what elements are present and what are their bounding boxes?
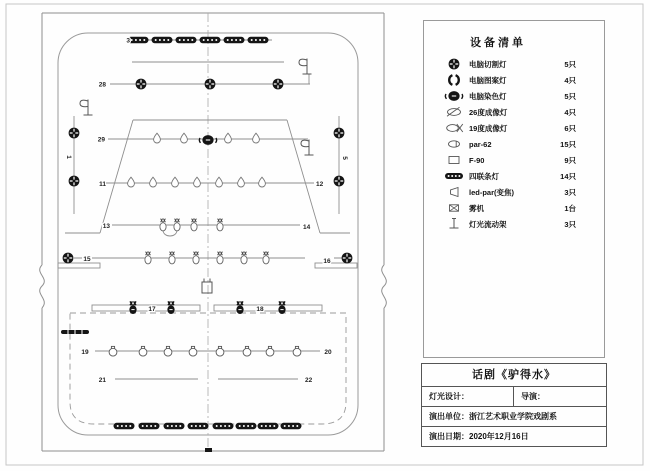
equipment-qty: 14只 — [560, 171, 576, 181]
equipment-row — [424, 184, 604, 200]
lighting-designer-label: 灯光设计： — [422, 387, 514, 406]
row-label: 15 — [83, 256, 91, 263]
bottom-quad-strips — [114, 423, 302, 429]
title-block — [421, 363, 607, 447]
equipment-row — [424, 88, 604, 104]
quad-strip-icon — [152, 37, 173, 43]
equipment-qty: 4只 — [564, 107, 576, 117]
row-label: 22 — [305, 377, 313, 384]
moving-light-icon — [136, 79, 147, 90]
equipment-qty: 4只 — [564, 75, 576, 85]
f90-icon — [216, 346, 224, 356]
profile-spot-icon — [145, 252, 151, 264]
light-rolling-stand-icon — [299, 59, 312, 75]
row-label: 11 — [99, 181, 106, 188]
date-label: 演出日期：2020年12月16日 — [429, 432, 529, 441]
moving-light-icon — [334, 128, 345, 139]
equipment-qty: 3只 — [564, 219, 576, 229]
color-wash-light-icon — [199, 135, 216, 145]
equipment-qty: 6只 — [564, 123, 576, 133]
break-symbol-right — [382, 265, 387, 308]
equipment-row — [424, 152, 604, 168]
equipment-name: led-par(变焦) — [469, 187, 514, 197]
f90-icon — [189, 346, 197, 356]
equipment-row — [424, 104, 604, 120]
quad-strip-icon — [114, 423, 135, 429]
row-label: 28 — [98, 81, 106, 89]
equipment-qty: 3只 — [564, 187, 576, 197]
par62-icon — [194, 177, 201, 187]
equipment-row — [424, 168, 604, 184]
quad-strip-icon — [236, 423, 257, 429]
equipment-name: 雾机 — [469, 203, 484, 213]
profile-19-light-icon — [442, 120, 466, 136]
profile-spot-icon — [193, 252, 199, 264]
director-label: 导演： — [521, 392, 545, 401]
quad-strip-icon — [281, 423, 302, 429]
equipment-panel-title: 设备清单 — [470, 37, 526, 49]
f90-icon — [139, 346, 147, 356]
equipment-name: 电脑染色灯 — [469, 91, 507, 101]
f90-icon — [109, 346, 117, 356]
quad-strip-icon — [176, 37, 197, 43]
par62-icon — [225, 133, 232, 143]
quad-strip-light-icon — [442, 168, 466, 184]
profile-spot-dark-icon — [167, 301, 174, 314]
quad-strip-icon — [164, 423, 185, 429]
profile-spot-icon — [217, 219, 223, 231]
row-label: 3 — [126, 37, 130, 45]
equipment-name: 电脑图案灯 — [469, 75, 507, 85]
company-label: 演出单位：浙江艺术职业学院戏剧系 — [422, 407, 606, 427]
moving-light-icon — [69, 176, 80, 187]
row-label: 16 — [323, 258, 331, 265]
light-rolling-stand-icon — [442, 216, 466, 232]
computer-color-light-icon — [442, 88, 466, 104]
profile-spot-icon — [263, 252, 269, 264]
equipment-row — [424, 56, 604, 72]
equipment-row — [424, 216, 604, 232]
equipment-rows — [424, 56, 604, 232]
par62-icon — [150, 177, 157, 187]
row-number-labels — [65, 38, 348, 385]
equipment-qty: 9只 — [564, 155, 576, 165]
break-symbol-left — [40, 265, 45, 308]
par62-icon — [238, 177, 245, 187]
profile-spot-icon — [169, 252, 175, 264]
led-par-zoom-light-icon — [442, 184, 466, 200]
equipment-qty: 5只 — [564, 91, 576, 101]
quad-strip-icon — [128, 37, 149, 43]
par62-icon — [128, 177, 135, 187]
equipment-name: 电脑切割灯 — [469, 59, 507, 69]
equipment-qty: 5只 — [564, 59, 576, 69]
par62-icon — [172, 177, 179, 187]
row-label: 19 — [81, 349, 89, 356]
profile-spot-icon — [174, 219, 180, 231]
profile-spot-dark-icon — [236, 301, 243, 314]
equipment-name: F-90 — [469, 155, 485, 165]
profile-spot-icon — [241, 252, 247, 264]
computer-pattern-light-icon — [442, 72, 466, 88]
moving-light-icon — [205, 79, 216, 90]
quad-strip-icon — [139, 423, 160, 429]
drawing-frame — [40, 13, 387, 451]
light-rolling-stand-icon — [301, 140, 314, 156]
f90-icon — [164, 346, 172, 356]
profile-spot-icon — [217, 252, 223, 264]
row-label: 1 — [65, 155, 72, 159]
profile-spot-icon — [160, 219, 166, 231]
f90-icon — [243, 346, 251, 356]
rolling-stands — [80, 59, 314, 156]
profile-26-light-icon — [442, 104, 466, 120]
designer-director-row — [422, 387, 606, 407]
row-label: 21 — [98, 377, 106, 384]
par62-icon — [181, 133, 188, 143]
par62-icon — [259, 177, 266, 187]
fog-machine-icon — [202, 279, 212, 294]
row-label: 12 — [316, 181, 324, 188]
row-11-12-par-lights — [128, 177, 266, 187]
show-title: 话剧《驴得水》 — [422, 364, 606, 387]
moving-light-icon — [273, 79, 284, 90]
f90-light-icon — [442, 152, 466, 168]
equipment-row — [424, 72, 604, 88]
cable-loop — [163, 230, 177, 236]
quad-strip-icon — [224, 37, 245, 43]
par62-light-icon — [442, 136, 466, 152]
light-rolling-stand-icon — [80, 100, 93, 116]
par62-icon — [154, 133, 161, 143]
moving-light-icon — [342, 253, 353, 264]
quad-strip-icon — [213, 423, 234, 429]
equipment-name: 26度成像灯 — [469, 107, 508, 117]
par62-icon — [253, 133, 260, 143]
f90-icon — [266, 346, 274, 356]
moving-light-icon — [63, 253, 74, 264]
equipment-name: 四联条灯 — [469, 171, 499, 181]
quad-strip-icon — [258, 423, 279, 429]
quad-strip-icon — [188, 423, 209, 429]
row-label: 18 — [256, 306, 264, 313]
equipment-qty: 15只 — [560, 139, 576, 149]
row-label: 13 — [102, 223, 110, 230]
profile-spot-icon — [191, 219, 197, 231]
moving-light-icon — [69, 128, 80, 139]
fog-machine-icon — [442, 200, 466, 216]
equipment-name: par-62 — [469, 139, 492, 149]
row-label: 14 — [303, 224, 311, 231]
equipment-qty: 1台 — [564, 203, 576, 213]
par62-icon — [216, 177, 223, 187]
row-label: 29 — [97, 136, 105, 144]
led-strip-marker — [61, 330, 89, 334]
quad-strip-icon — [248, 37, 269, 43]
batten-lines — [58, 37, 357, 379]
quad-strip-icon — [200, 37, 221, 43]
bottom-center-mark — [205, 448, 212, 452]
moving-light-icon — [334, 176, 345, 187]
profile-spot-dark-icon — [278, 301, 285, 314]
equipment-row — [424, 120, 604, 136]
equipment-row — [424, 200, 604, 216]
equipment-panel — [423, 20, 605, 358]
row-label: 20 — [324, 349, 332, 356]
row-label: 17 — [148, 306, 156, 313]
equipment-name: 19度成像灯 — [469, 123, 508, 133]
equipment-name: 灯光流动架 — [469, 219, 507, 229]
equipment-row — [424, 136, 604, 152]
row-label: 5 — [341, 156, 348, 160]
profile-spot-dark-icon — [129, 301, 136, 314]
computer-cut-light-icon — [442, 56, 466, 72]
f90-icon — [293, 346, 301, 356]
